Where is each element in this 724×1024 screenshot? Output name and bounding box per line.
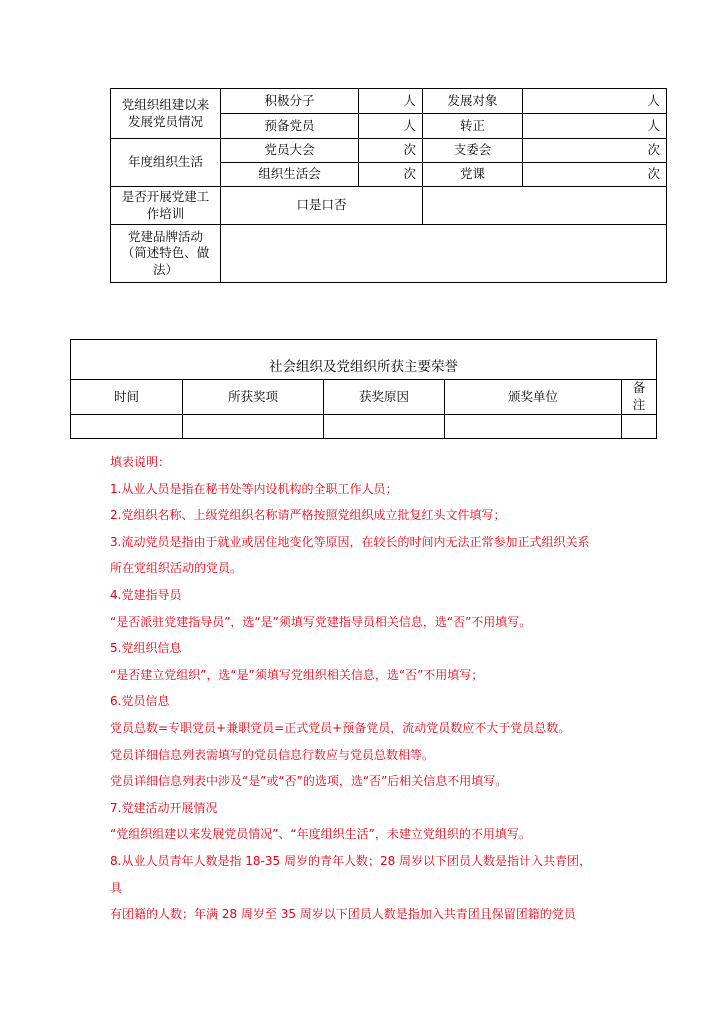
probationary-input[interactable]: 人 [359,114,423,139]
note-line: 8.从业人员青年人数是指 18-35 周岁的青年人数；28 周岁以下团员人数是指计入共青团， [110,853,592,868]
note-line: 党员详细信息列表中涉及“是”或“否”的选项，选“否”后相关信息不用填写。 [110,774,508,789]
org-life-label: 年度组织生活 [111,139,221,187]
formal-label: 转正 [423,114,523,139]
table-row [71,414,657,438]
remarks-input[interactable] [622,414,657,438]
note-line: 所在党组织活动的党员。 [110,561,243,576]
award-input[interactable] [183,414,324,438]
activists-input[interactable]: 人 [359,89,423,114]
note-line: 2.党组织名称、上级党组织名称请严格按照党组织成立批复红头文件填写； [110,508,506,523]
honors-table [70,339,657,439]
note-line: 6.党员信息 [110,694,170,709]
note-line: 5.党组织信息 [110,641,182,656]
note-line: 具 [110,880,123,895]
header-remarks: 备注 [622,380,657,415]
dev-target-input[interactable]: 人 [523,89,667,114]
note-line: 有团籍的人数；年满 28 周岁至 35 周岁以下团员人数是指加入共青团且保留团籍的党员 [110,907,576,922]
training-label: 是否开展党建工 作培训 [111,187,221,225]
note-line: 7.党建活动开展情况 [110,800,218,815]
yes-no-checkbox[interactable]: 口是口否 [221,187,423,225]
table-row [71,340,657,380]
table-row [111,139,667,163]
table-row [111,89,667,114]
note-line: “党组织组建以来发展党员情况”、“年度组织生活”，未建立党组织的不用填写。 [110,827,531,842]
note-line: 4.党建指导员 [110,587,182,602]
table-row [111,225,667,283]
org-life-meeting-input[interactable]: 次 [359,163,423,187]
brand-activity-label: 党建品牌活动 （简述特色、做 法） [111,225,221,283]
activists-label: 积极分子 [221,89,359,114]
formal-input[interactable]: 人 [523,114,667,139]
note-line: “是否建立党组织”，选“是”须填写党组织相关信息，选“否”不用填写； [110,667,484,682]
org-life-meeting-label: 组织生活会 [221,163,359,187]
dev-target-label: 发展对象 [423,89,523,114]
time-input[interactable] [71,414,183,438]
branch-committee-input[interactable]: 次 [523,139,667,163]
member-meeting-label: 党员大会 [221,139,359,163]
note-line: “是否派驻党建指导员”，选“是”须填写党建指导员相关信息，选“否”不用填写。 [110,614,532,629]
header-issuer: 颁奖单位 [445,380,622,415]
table-row [111,187,667,225]
note-line: 党员总数=专职党员+兼职党员=正式党员+预备党员，流动党员数应不大于党员总数。 [110,720,571,735]
issuer-input[interactable] [445,414,622,438]
probationary-label: 预备党员 [221,114,359,139]
brand-activity-input[interactable] [221,225,667,283]
branch-committee-label: 支委会 [423,139,523,163]
development-label: 党组织组建以来 发展党员情况 [111,89,221,139]
table-row [71,380,657,415]
note-line: 1.从业人员是指在秘书处等内设机构的全职工作人员； [110,481,398,496]
party-lesson-label: 党课 [423,163,523,187]
training-detail-input[interactable] [423,187,667,225]
party-lesson-input[interactable]: 次 [523,163,667,187]
member-meeting-input[interactable]: 次 [359,139,423,163]
header-reason: 获奖原因 [324,380,445,415]
instructions [110,449,630,928]
note-line: 党员详细信息列表需填写的党员信息行数应与党员总数相等。 [110,747,435,762]
party-development-table [110,88,667,283]
header-time: 时间 [71,380,183,415]
note-line: 3.流动党员是指由于就业或居住地变化等原因，在较长的时间内无法正常参加正式组织关系 [110,534,590,549]
honors-title: 社会组织及党组织所获主要荣誉 [71,340,657,380]
instructions-title: 填表说明： [110,455,171,469]
header-award: 所获奖项 [183,380,324,415]
reason-input[interactable] [324,414,445,438]
